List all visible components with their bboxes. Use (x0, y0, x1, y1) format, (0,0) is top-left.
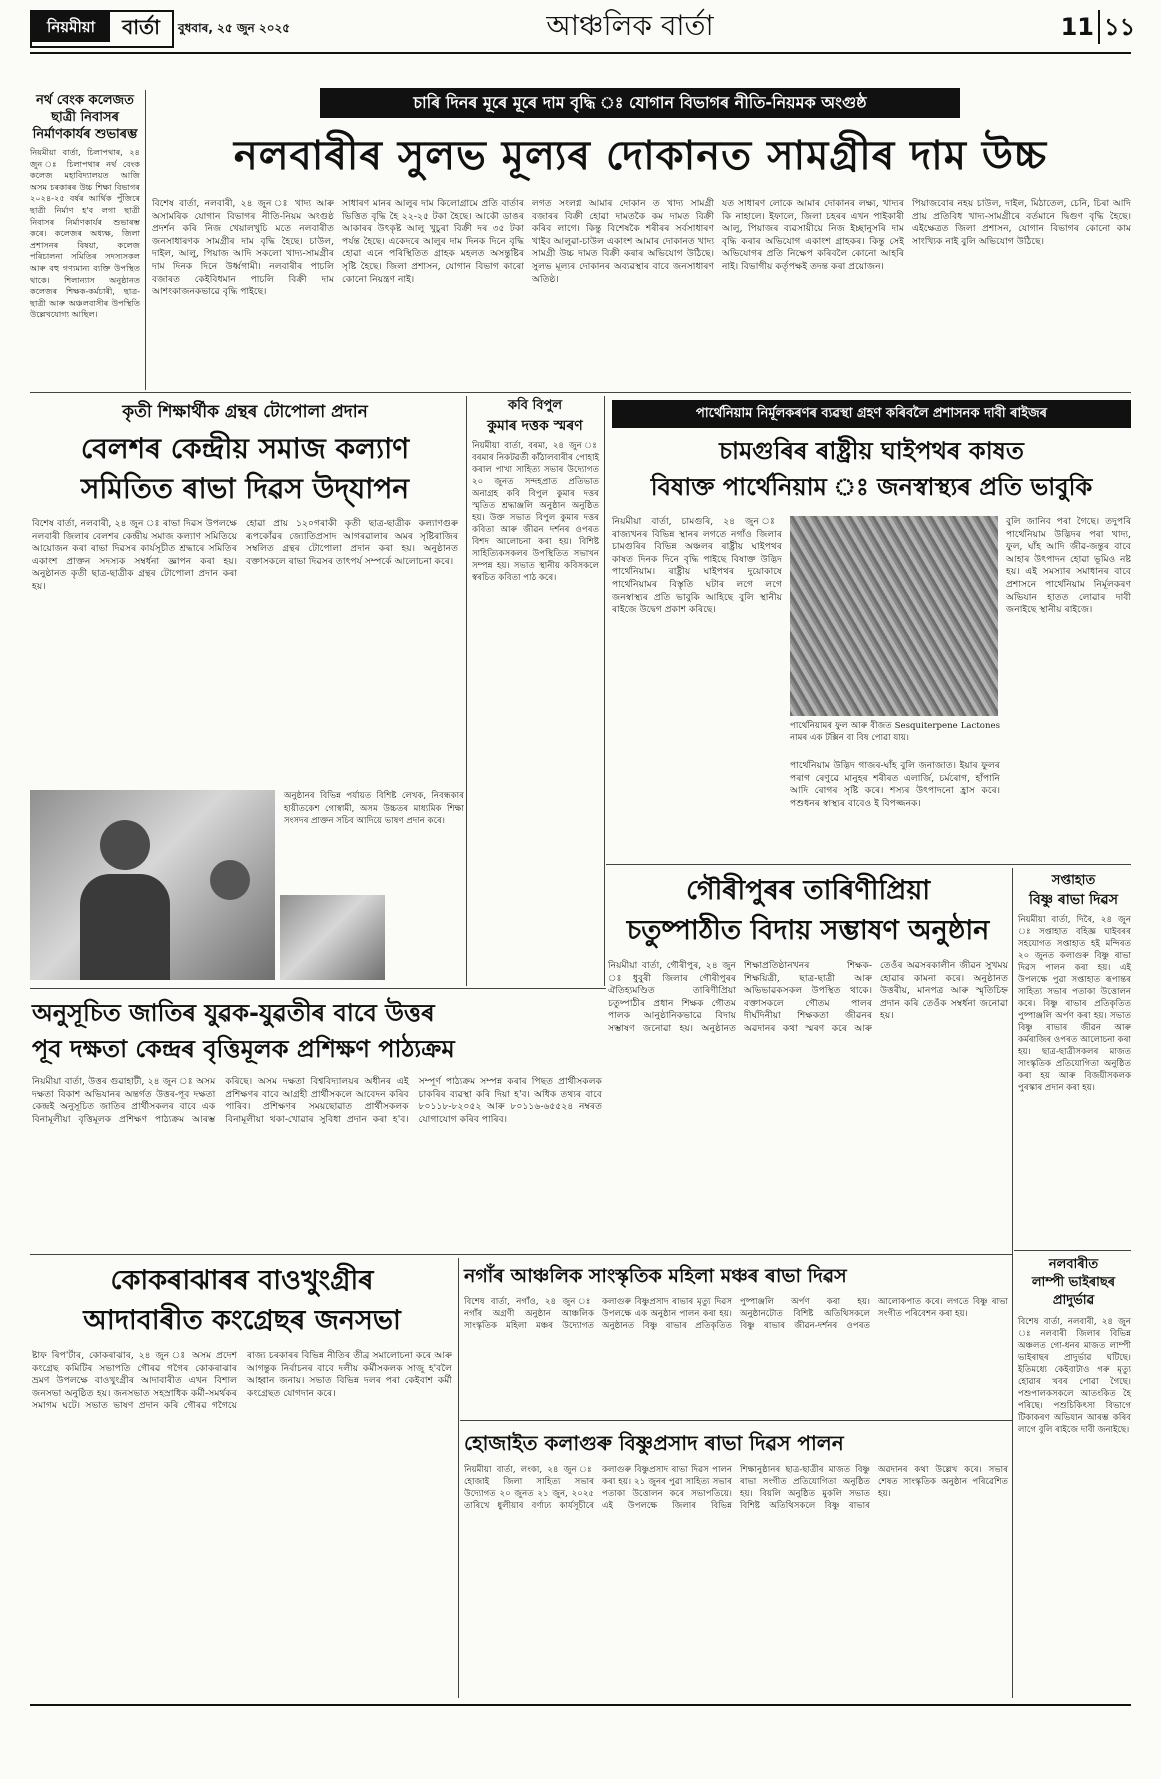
page-number-divider (1098, 10, 1100, 44)
scst-headline-line-1: অনুসূচিত জাতিৰ যুৱক-যুৱতীৰ বাবে উত্তৰ (32, 999, 435, 1027)
logo (30, 10, 174, 48)
masthead (30, 6, 1136, 50)
poet-body: নিয়মীয়া বাৰ্তা, বৰমা, ২৪ জুন ঃ বৰমাৰ নিকটৱৰ্তী কাঁঠালবাৰীৰ পোহাই কৰাল পাখা সাহিত্য সভাৰ উদ্যোগত ২০ জুনত সন্দহপ্ৰাত প্ৰতিভাত অনাগ্ৰহ কবি বিপুল কুমাৰ দত্তৰ স্মৃতিত শ্ৰদ্ধাঞ্জলি অনুষ্ঠান অনুষ্ঠিত হয়। উক্ত সভাত বিপুল কুমাৰ দত্তৰ কবিতা আৰু জীৱন দৰ্শনৰ ওপৰত বিশদ আলোচনা কৰা হয়। বিশিষ্ট সাহিত্যিকসকলৰ উপস্থিতিত সভাখন সম্পন্ন হয়। সভাত স্থানীয় কবিসকলে স্বৰচিত কবিতা পাঠ কৰে। (472, 441, 599, 583)
person-figure-icon (100, 820, 150, 870)
lamp-body: বিশেষ বাৰ্তা, নলবাৰী, ২৪ জুন ঃ নলবাৰী জিলাৰ বিভিন্ন অঞ্চলত গো-ধনৰ মাজত লাম্পী ভাইৰাছৰ প্ৰাদুৰ্ভাৱ ঘটিছে। ইতিমধ্যে কেইবাটাও গৰু মৃত্যু হোৱাৰ খবৰ পোৱা গৈছে। পশুপালকসকলে আতংকিত হৈ পৰিছে। পশুচিকিৎসা বিভাগে টিকাকৰণ অভিযান আৰম্ভ কৰিব লাগে বুলি ৰাইজে দাবী জনাইছে। (1018, 1317, 1131, 1435)
lead-col-2: সাধাৰণ মানৰ আলুৰ দাম কিলোগ্ৰামে প্ৰতি বাৰ্তাৰ ভিত্তিত বৃদ্ধি হৈ ২২-২৫ টকা হৈছে। আকৌ ডাঙৰ আকাৰৰ উৎকৃষ্ট আলু খুচুৰা বিক্ৰী দৰ ৩৫ টকা পৰ্যন্ত হৈছে। একেদৰে আলুৰ দাম দিনক দিনে বৃদ্ধি হোৱা এনে পৰিস্থিতিত গ্ৰাহক মহলত অসন্তুষ্টিৰ সৃষ্টি হৈছে। জিলা প্ৰশাসন, যোগান বিভাগ কাৰো কোনো নিয়ন্ত্ৰণ নাই। (342, 198, 524, 285)
parthenium-headline-line-2: বিষাক্ত পাৰ্থেনিয়াম ঃ জনস্বাস্থ্যৰ প্ৰতি ভাবুকি (650, 473, 1093, 501)
scst-headline-line-2: পূব দক্ষতা কেন্দ্ৰৰ বৃত্তিমূলক প্ৰশিক্ষণ পাঠ্যক্ৰম (32, 1035, 455, 1063)
bell-col-1: বিশেষ বাৰ্তা, নলবাৰী, ২৪ জুন ঃ ৰাভা দিৱস উপলক্ষে নলবাৰী জিলাৰ বেলশৰ কেন্দ্ৰীয় সমাজ কল্যাণ সমিতিয়ে আয়োজন কৰা ৰাভা দিৱসৰ কাৰ্যসূচীত শ্ৰদ্ধাৰে সমিতিৰ একাংশ প্ৰাক্তন সদস্যক সম্বৰ্ধনা জ্ঞাপন কৰা হয়। অনুষ্ঠানত কৃতী ছাত্ৰ-ছাত্ৰীক গ্ৰন্থৰ টোপোলা প্ৰদান কৰা হয়। (32, 518, 237, 592)
kokrajhar-headline-line-1: কোকৰাঝাৰৰ বাওখুংগ্ৰীৰ (110, 1265, 374, 1296)
bell-kicker: কৃতী শিক্ষাৰ্থীক গ্ৰন্থৰ টোপোলা প্ৰদান (122, 402, 368, 422)
lead-col-1: বিশেষ বাৰ্তা, নলবাৰী, ২৪ জুন ঃ খাদ্য আৰু অসামৰিক যোগান বিভাগৰ নীতি-নিয়ম অংগুষ্ঠ প্ৰদৰ্শন কৰি নিজ খেয়ালখুচি মতে নলবাৰীত জনসাধাৰণক সামগ্ৰীৰ দাম বৃদ্ধি হৈছে। চাউল, দাইল, আলু, পিয়াজ আদি সকলো খাদ্য-সামগ্ৰীৰ দাম দিনক দিনে উৰ্ধ্বগামী। নলবাৰীৰ পাচলি বজাৰত কেইবিধমান পাচলি বিক্ৰী দাম আশংকাজনকভাৱে বৃদ্ধি পাইছে। (152, 198, 334, 298)
page-number-en: 11 (1060, 13, 1094, 41)
parthenium-headline-line-1: চামগুৰিৰ ৰাষ্ট্ৰীয় ঘাইপথৰ কাষত (719, 437, 1024, 465)
nagaon-body: বিশেষ বাৰ্তা, নগাঁও, ২৪ জুন ঃ নগাঁৰ অগ্ৰণী অনুষ্ঠান আঞ্চলিক সাংস্কৃতিক মহিলা মঞ্চৰ উদ্যোগত কলাগুৰু বিষ্ণুপ্ৰসাদ ৰাভাৰ মৃত্যু দিৱস উপলক্ষে এক অনুষ্ঠান পালন কৰা হয়। অনুষ্ঠানত বিষ্ণু ৰাভাৰ প্ৰতিকৃতিত পুষ্পাঞ্জলি অৰ্পণ কৰা হয়। অনুষ্ঠানটোত বিশিষ্ট অতিথিসকলে বিষ্ণু ৰাভাৰ জীৱন-দৰ্শনৰ ওপৰত আলোকপাত কৰে। লগতে বিষ্ণু ৰাভা সংগীত পৰিবেশন কৰা হয়। (464, 1297, 1008, 1331)
section-title: আঞ্চলিক বাৰ্তা (546, 9, 714, 42)
logo-right-text: বাৰ্তা (122, 15, 160, 39)
bell-photo-group (280, 895, 385, 980)
page-number-as: ১১ (1104, 13, 1136, 41)
gauripur-headline-line-2: চতুষ্পাঠীত বিদায় সম্ভাষণ অনুষ্ঠান (626, 915, 990, 946)
section-rule (30, 1254, 1012, 1255)
lead-headline: নলবাৰীৰ সুলভ মূল্যৰ দোকানত সামগ্ৰীৰ দাম উচ্চ (233, 133, 1048, 179)
col-divider (604, 396, 605, 986)
kokrajhar-headline-line-2: আদাবাৰীত কংগ্ৰেছৰ জনসভা (83, 1305, 401, 1336)
section-rule (460, 1420, 1012, 1421)
bell-photo-award (30, 790, 275, 980)
parthenium-banner (612, 400, 1131, 428)
lamp-kicker: নলবাৰীত (1048, 1257, 1099, 1272)
sidebar-body: নিয়মীয়া বাৰ্তা, চিলাপথাৰ, ২৪ জুন ঃ চিলাপথাৰ নৰ্থ বেংক কলেজ মহাবিদ্যালয়ত আজি অসম চৰকাৰৰ উচ্চ শিক্ষা বিভাগৰ ২০২৪-২৫ বৰ্ষৰ আৰ্থিক পুঁজিৰে ছাত্ৰী নিৰ্মাণ হ'ব লগা ছাত্ৰী নিবাসৰ নিৰ্মাণকাৰ্যৰ শুভাৰম্ভ কৰে। কলেজৰ অধ্যক্ষ, জিলা প্ৰশাসনৰ বিষয়া, কলেজ পৰিচালনা সমিতিৰ সদস্যসকল আৰু বহু গণ্যমান্য ব্যক্তি উপস্থিত থাকে। শিলান্যাস অনুষ্ঠানত কলেজৰ শিক্ষক-কৰ্মচাৰী, ছাত্ৰ-ছাত্ৰী আৰু অঞ্চলবাসীৰ উপস্থিতি উল্লেখযোগ্য আছিল। (30, 147, 140, 320)
col-divider (466, 396, 467, 986)
poet-headline: কুমাৰ দত্তক স্মৰণ (487, 418, 583, 434)
kokrajhar-body: ষ্টাফ ৰিপ'ৰ্টাৰ, কোকৰাঝাৰ, ২৪ জুন ঃ অসম প্ৰদেশ কংগ্ৰেছ কমিটিৰ সভাপতি গৌৰৱ গগৈৰ কোকৰাঝাৰ ভ্ৰমণ উপলক্ষে বাওখুংগ্ৰীৰ আদাবাৰীত এখন বিশাল জনসভা অনুষ্ঠিত হয়। জনসভাত সহস্ৰাধিক কৰ্মী-সমৰ্থকৰ সমাগম ঘটে। সভাত ভাষণ প্ৰদান কৰি গৌৰৱ গগৈয়ে ৰাজ্য চৰকাৰৰ বিভিন্ন নীতিৰ তীব্ৰ সমালোচনা কৰে আৰু আগন্তুক নিৰ্বাচনৰ বাবে দলীয় কৰ্মীসকলক সাজু হ'বলৈ আহ্বান জনায়। সভাত বিভিন্ন দলৰ পৰা কেইবাশ কৰ্মী কংগ্ৰেছত যোগদান কৰে। (32, 1350, 452, 1412)
bell-headline-line-1: বেলশৰ কেন্দ্ৰীয় সমাজ কল্যাণ (80, 432, 410, 465)
masthead-rule (30, 52, 1131, 54)
sidebar-headline: নৰ্থ বেংক কলেজত ছাত্ৰী নিবাসৰ নিৰ্মাণকাৰ্যৰ শুভাৰম্ভ (32, 93, 138, 142)
parthenium-col-2: পাৰ্থেনিয়াম উদ্ভিদ গাজৰ-ঘাঁহ বুলি জনাজাত। ইয়াৰ ফুলৰ পৰাগ ৰেণুৱে মানুহৰ শৰীৰত এলাৰ্জি, চৰ্মৰোগ, হাঁপানি আদি ৰোগৰ সৃষ্টি কৰে। শস্যৰ উৎপাদনো হ্ৰাস কৰে। পশুধনৰ স্বাস্থ্যৰ বাবেও ই বিপজ্জনক। (790, 760, 1000, 809)
section-rule (606, 864, 1131, 865)
poet-kicker: কবি বিপুল (507, 398, 563, 413)
sapta-kicker: সপ্তাহাত (1051, 873, 1096, 888)
bell-col-3: অনুষ্ঠানৰ বিভিন্ন পৰ্যায়ত বিশিষ্ট লেখক, নিবন্ধকাৰ হায়ীতকেশ গোস্বামী, অসম উচ্চতৰ মাধ্যমিক শিক্ষা সংসদৰ প্ৰাক্তন সচিব আদিয়ে ভাষণ প্ৰদান কৰে। (284, 791, 464, 827)
lead-col-4: যত সাধাৰণ লোকে আমাৰ দোকানৰ লক্ষ্য, খাদ্যৰ কি নাহালে। ইফালে, জিলা চহৰৰ এখন পাইকাৰী আলু, পিয়াজৰ ব্যৱসায়ীয়ে নিজ ইচ্ছানুসৰি দাম বৃদ্ধি কৰাৰ অভিযোগ একাংশ গ্ৰাহকৰ। কিন্তু সেই অভিযোগৰ প্ৰতি নিক্ষেপ কৰিবলৈ কোনো আহৰি নাই। বিভাগীয় কৰ্তৃপক্ষই তদন্ত কৰা প্ৰয়োজন। (722, 198, 904, 272)
lead-col-3: লগত সংলগ্ন আমাৰ দোকান ত খাদ্য সামগ্ৰী বজাৰৰ বিক্ৰী হোৱা দামতকৈ কম দামত বিক্ৰী কৰিব লাগে। কিন্তু বিশেষকৈ শৰীৰৰ সৰ্বসাধাৰণ খাইব আলুৱা-চাউল একাংশ আমাৰ দোকানত খাদ্য সামগ্ৰী উচ্চ দামত বিক্ৰী কৰাৰ অভিযোগ উঠিছে। সুলভ মূল্যৰ দোকানৰ অব্যৱস্থাৰ বাবে জনসাধাৰণ অতিষ্ঠ। (532, 198, 714, 285)
hojai-body: নিয়মীয়া বাৰ্তা, লংকা, ২৪ জুন ঃ হোজাই জিলা সাহিত্য সভাৰ উদ্যোগত ২০ জুনত ২১ জুন, ২০২৫ তাৰিখে ধুলীয়াৰ বৰ্ণাঢ্য কাৰ্যসূচীৰে কলাগুৰু বিষ্ণুপ্ৰসাদ ৰাভা দিৱস পালন কৰা হয়। ২১ জুনৰ পুৱা সাহিত্য সভাৰ পতাকা উত্তোলন কৰে সভাপতিয়ে। এই উপলক্ষে জিলাৰ বিভিন্ন শিক্ষানুষ্ঠানৰ ছাত্ৰ-ছাত্ৰীৰ মাজত বিষ্ণু ৰাভা সংগীত প্ৰতিযোগিতা অনুষ্ঠিত হয়। বিয়লি অনুষ্ঠিত মুকলি সভাত বিশিষ্ট অতিথিসকলে বিষ্ণু ৰাভাৰ অৱদানৰ কথা উল্লেখ কৰে। সভাৰ শেষত সাংস্কৃতিক অনুষ্ঠান পৰিৱেশিত হয়। (464, 1465, 1008, 1511)
parthenium-photo-caption: পাৰ্থেনিয়ামৰ ফুল আৰু বীজত Sesquiterpene Lactones নামৰ এক টক্সিন বা বিষ পোৱা যায়। (790, 721, 1000, 743)
person-figure-icon (210, 860, 250, 900)
person-figure-icon (80, 874, 170, 980)
col-divider (1012, 868, 1013, 1698)
hojai-headline: হোজাইত কলাগুৰু বিষ্ণুপ্ৰসাদ ৰাভা দিৱস পালন (464, 1431, 844, 1455)
nagaon-headline: নগাঁৰ আঞ্চলিক সাংস্কৃতিক মহিলা মঞ্চৰ ৰাভা দিৱস (464, 1265, 847, 1287)
bell-headline-line-2: সমিতিত ৰাভা দিৱস উদ্‌যাপন (80, 472, 410, 505)
top-banner (320, 88, 960, 118)
gauripur-headline-line-1: গৌৰীপুৰৰ তাৰিণীপ্ৰিয়া (685, 875, 931, 906)
section-rule (1014, 1250, 1131, 1251)
parthenium-col-3: বুলি জানিব পৰা গৈছে। তদুপৰি পাৰ্থেনিয়াম উদ্ভিদৰ পৰা খাদ্য, ফুল, ঘাঁহ আদি জীৱ-জন্তুৰ বাবে আহাৰ উৎপাদন হোৱা ভূমিও নষ্ট হয়। এই সমস্যাৰ সমাধানৰ বাবে প্ৰশাসনে পাৰ্থেনিয়াম নিৰ্মূলকৰণ অভিযান হাতত লোৱাৰ দাবী জনাইছে স্থানীয় ৰাইজে। (1006, 516, 1131, 616)
top-banner-text: চাৰি দিনৰ মূৰে মূৰে দাম বৃদ্ধি ঃ যোগান বিভাগৰ নীতি-নিয়মক অংগুষ্ঠ (413, 93, 867, 112)
sapta-headline: বিষ্ণু ৰাভা দিৱস (1029, 892, 1118, 908)
sidebar-article (30, 92, 140, 382)
lead-col-5: পিয়াজবোৰ নহয় চাউল, দাইল, মিঠাতেল, চেনি, চিৰা আদি প্ৰায় প্ৰতিবিধ খাদ্য-সামগ্ৰীৰে বৰ্তমানে দ্বিগুণ বৃদ্ধি হৈছে। এইক্ষেত্ৰত জিলা প্ৰশাসন, যোগান বিভাগৰ কোনো কাম সাংখ্যিক নাই বুলি অভিযোগ উঠিছে। (912, 198, 1131, 247)
section-rule (30, 988, 606, 989)
logo-left-text: নিয়মীয়া (32, 12, 110, 42)
parthenium-col-1: নিয়মীয়া বাৰ্তা, চামগুৰি, ২৪ জুন ঃ ৰাজ্যখনৰ বিভিন্ন স্থানৰ লগতে নগাঁও জিলাৰ চামগুৰিৰ বিভিন্ন অঞ্চলৰ ৰাষ্ট্ৰীয় ঘাইপথৰ কাষত দিনক দিনে বৃদ্ধি পাইছে বিষাক্ত উদ্ভিদ পাৰ্থেনিয়াম। ৰাষ্ট্ৰীয় ঘাইপথৰ দুয়োকাষে পাৰ্থেনিয়ামৰ বিস্তৃতি ঘটাৰ লগে লগে জনস্বাস্থ্যৰ প্ৰতি ভাবুকি আহিছে বুলি স্থানীয় ৰাইজে উদ্বেগ প্ৰকাশ কৰিছে। (612, 516, 782, 616)
bell-col-2: হোৱা প্ৰায় ১২০গৰাকী কৃতী ছাত্ৰ-ছাত্ৰীক কল্যাণগুৰু ৰূপকোঁৱৰ জ্যোতিপ্ৰসাদ আগৰৱালাৰ অমৰ সৃষ্টিৰাজিৰ সম্বলিত গ্ৰন্থৰ টোপোলা প্ৰদান কৰা হয়। অনুষ্ঠানত বক্তাসকলে ৰাভা দিৱসৰ তাৎপৰ্য সম্পৰ্কে আলোচনা কৰে। (246, 518, 458, 567)
col-divider (458, 1258, 459, 1698)
gauripur-body: নিয়মীয়া বাৰ্তা, গৌৰীপুৰ, ২৪ জুন ঃ ধুবুৰী জিলাৰ গৌৰীপুৰৰ ঐতিহ্যমণ্ডিত তাৰিণীপ্ৰিয়া চতুষ্পাঠীৰ প্ৰধান শিক্ষক গৌতম পালক আনুষ্ঠানিকভাৱে বিদায় সম্ভাষণ জনোৱা হয়। অনুষ্ঠানত শিক্ষাপ্ৰতিষ্ঠানখনৰ শিক্ষক-শিক্ষয়িত্ৰী, ছাত্ৰ-ছাত্ৰী আৰু অভিভাৱকসকল উপস্থিত থাকে। বক্তাসকলে গৌতম পালৰ দীৰ্ঘদিনীয়া শিক্ষকতা জীৱনৰ অৱদানৰ কথা স্মৰণ কৰে আৰু তেওঁৰ অৱসৰকালীন জীৱন সুখময় হোৱাৰ কামনা কৰে। অনুষ্ঠানত উত্তৰীয়, মানপত্ৰ আৰু স্মৃতিচিহ্ন প্ৰদান কৰি তেওঁক সম্বৰ্ধনা জনোৱা হয়। (608, 960, 1008, 1034)
parthenium-banner-text: পাৰ্থেনিয়াম নিৰ্মূলকৰণৰ ব্যৱস্থা গ্ৰহণ কৰিবলৈ প্ৰশাসনক দাবী ৰাইজৰ (696, 406, 1047, 421)
section-rule (30, 392, 1131, 393)
parthenium-photo (790, 516, 998, 716)
issue-date: বুধবাৰ, ২৫ জুন ২০২৫ (178, 21, 291, 35)
page-bottom-rule (30, 1704, 1131, 1706)
col-divider (145, 90, 146, 390)
scst-body: নিয়মীয়া বাৰ্তা, উত্তৰ গুৱাহাটী, ২৪ জুন ঃ অসম দক্ষতা বিকাশ অভিযানৰ অন্তৰ্গত উত্তৰ-পূব দক্ষতা কেন্দ্ৰই অনুসূচিত জাতিৰ প্ৰাৰ্থীসকলৰ বাবে এক বিনামূলীয়া বৃত্তিমূলক প্ৰশিক্ষণ পাঠ্যক্ৰম আৰম্ভ কৰিছে। অসম দক্ষতা বিশ্ববিদ্যালয়ৰ অধীনৰ এই প্ৰশিক্ষণৰ বাবে আগ্ৰহী প্ৰাৰ্থীসকলে আবেদন কৰিব পাৰিব। প্ৰশিক্ষণৰ সময়ছোৱাত প্ৰাৰ্থীসকলক বিনামূলীয়া থকা-খোৱাৰ সুবিধা প্ৰদান কৰা হ'ব। সম্পূৰ্ণ পাঠ্যক্ৰম সম্পন্ন কৰাৰ পিছত প্ৰাৰ্থীসকলক চাকৰিৰ ব্যৱস্থা কৰি দিয়া হ'ব। অধিক তথ্যৰ বাবে ৮০১১৮-৮২০৫২ আৰু ৮০১১৬-৬৫৫২৪ নম্বৰত যোগাযোগ কৰিব পাৰিব। (32, 1076, 602, 1125)
lamp-headline: লাম্পী ভাইৰাছৰ প্ৰাদুৰ্ভাৱ (1031, 1275, 1116, 1308)
sapta-body: নিয়মীয়া বাৰ্তা, দিৰৈ, ২৪ জুন ঃ সপ্তাহাত বহিজ্ঞ ঘাইবৰৰ সহযোগত সপ্তাহাত হই মন্দিৰত ২০ জুনত কলাগুৰু বিষ্ণু ৰাভা দিৱস পালন কৰা হয়। এই উপলক্ষে পুৱা সপ্তাহাত ৰূপান্তৰ সাহিত্য সভাৰ পতাকা উত্তোলন কৰে। বিষ্ণু ৰাভাৰ প্ৰতিকৃতিত পুষ্পাঞ্জলি অৰ্পণ কৰা হয়। সভাত বিষ্ণু ৰাভাৰ জীৱন আৰু কৰ্মৰাজিৰ ওপৰত আলোচনা কৰা হয়। ছাত্ৰ-ছাত্ৰীসকলৰ মাজত সাংস্কৃতিক প্ৰতিযোগিতা অনুষ্ঠিত কৰা হয় আৰু বিজয়ীসকলক পুৰস্কাৰ প্ৰদান কৰা হয়। (1018, 915, 1131, 1093)
